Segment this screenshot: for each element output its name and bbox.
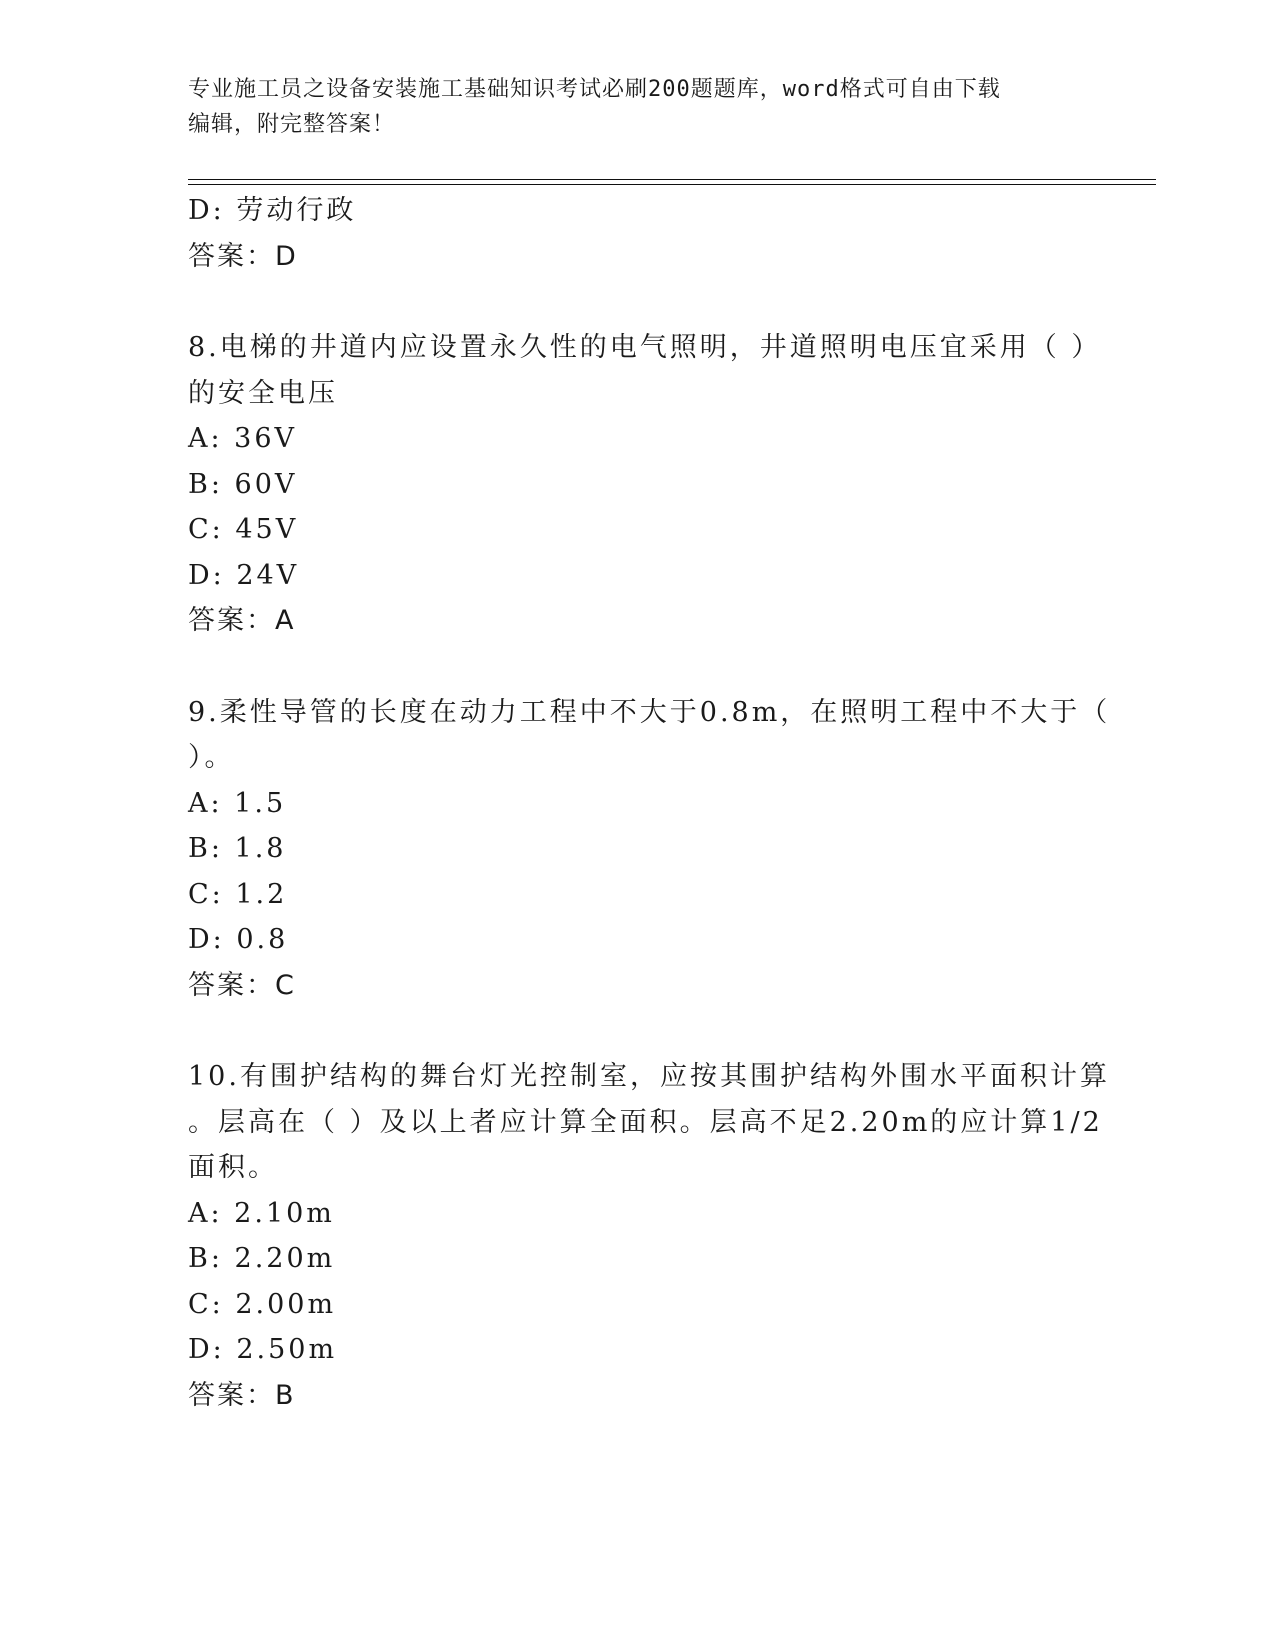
option-d: D: 24V — [188, 559, 300, 591]
header-divider-top — [188, 179, 1156, 180]
document-header — [188, 72, 1068, 142]
question-text-line: 8.电梯的井道内应设置永久性的电气照明，井道照明电压宜采用（ ） — [188, 332, 1102, 363]
option-d: D: 2.50m — [188, 1334, 338, 1365]
option-d: D: 劳动行政 — [188, 195, 357, 226]
answer-line: 答案：B — [188, 1379, 296, 1411]
option-a: A: 1.5 — [188, 787, 287, 819]
option-d: D: 0.8 — [188, 924, 289, 955]
header-divider-bottom — [188, 184, 1156, 185]
previous-question — [188, 188, 1088, 279]
question-block — [188, 690, 1111, 1009]
question-text-line: 9.柔性导管的长度在动力工程中不大于0.8m，在照明工程中不大于（ — [188, 696, 1111, 728]
option-c: C: 1.2 — [188, 878, 288, 910]
option-a: A: 2.10m — [188, 1197, 335, 1229]
answer-line: 答案：C — [188, 969, 296, 1001]
option-b: B: 1.8 — [188, 833, 287, 864]
question-text-line: 的安全电压 — [188, 377, 338, 409]
option-b: B: 60V — [188, 468, 298, 500]
header-line-2: 编辑，附完整答案！ — [188, 112, 396, 137]
question-block — [188, 1054, 1110, 1418]
question-text-line: 10.有围护结构的舞台灯光控制室，应按其围护结构外围水平面积计算 — [188, 1061, 1110, 1092]
spacer — [188, 1008, 1088, 1054]
option-b: B: 2.20m — [188, 1243, 336, 1274]
option-c: C: 2.00m — [188, 1288, 337, 1320]
question-text-line: ）。 — [188, 742, 235, 773]
option-c: C: 45V — [188, 514, 299, 545]
question-content — [188, 188, 1111, 1418]
spacer — [188, 279, 1088, 325]
answer-line: 答案：A — [188, 605, 296, 636]
spacer — [188, 644, 1088, 690]
question-block — [188, 325, 1102, 644]
option-a: A: 36V — [188, 423, 298, 454]
answer-line: 答案：D — [188, 240, 298, 272]
question-text-line: 。层高在（ ）及以上者应计算全面积。层高不足2.20m的应计算1/2 — [188, 1106, 1103, 1138]
header-line-1: 专业施工员之设备安装施工基础知识考试必刷200题题库，word格式可自由下载 — [188, 77, 1001, 102]
question-text-line: 面积。 — [188, 1152, 278, 1183]
